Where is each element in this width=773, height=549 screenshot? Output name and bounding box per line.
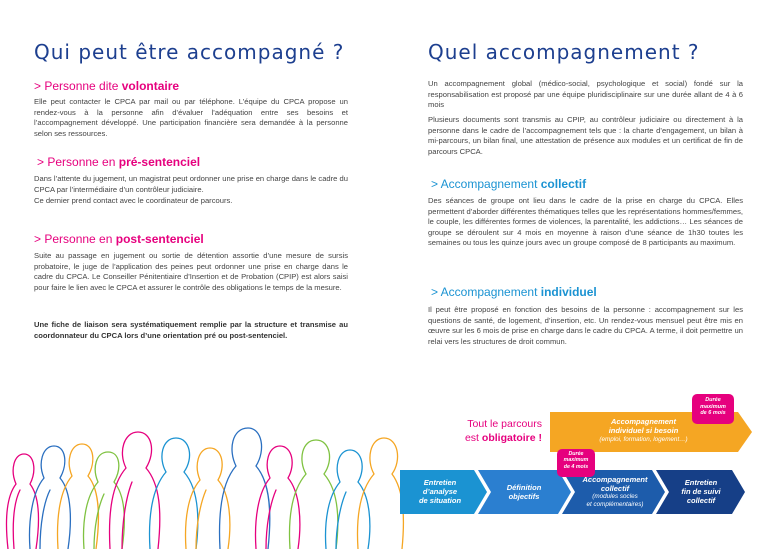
individual-sub: (emploi, formation, logement…) <box>599 436 688 443</box>
right-title: Quel accompagnement ? <box>428 40 700 64</box>
step-sub-line: et complémentaires) <box>586 500 644 508</box>
documents-paragraph: Plusieurs documents sont transmis au CPIP, au contrôleur judiciaire ou directement à la personne dans le cadre de l’accompagnement tels que : la charte d’engagement, un bilan à mi-parcours, un bilan final, une attestation de présence aux modules et un certificat de fin de parcours CPCA. <box>428 115 743 156</box>
step-line: objectifs <box>508 492 540 501</box>
step-accompagnement-collectif <box>574 476 656 508</box>
obligatory-pre: est <box>464 432 482 444</box>
paragraph-collectif: Des séances de groupe ont lieu dans le cadre de la prise en charge du CPCA. Elles permettent d’aborder différentes thématiques telles que les représentations hommes/femmes, le couple, les différentes formes de violences, la parentalité, les addictions… Les séances de groupe se déroulent sur 4 mois en moyenne à raison d’une séance de 1h30 toutes les semaines ou tous les quinze jours avec un groupe composé de 8 participants au maximum. <box>428 196 743 248</box>
step-line: Accompagnement <box>582 475 648 484</box>
badge-line: maximum <box>700 403 726 410</box>
heading-prefix: > Accompagnement <box>431 177 541 191</box>
heading-emph: collectif <box>540 177 587 191</box>
badge-top <box>692 397 734 417</box>
step-line: fin de suivi <box>681 487 721 496</box>
intro-paragraph: Un accompagnement global (médico-social, psychologique et social) fondé sur la responsabilisation est proposé par une équipe pluridisciplinaire sur une durée allant de 4 à 6 mois <box>428 79 743 110</box>
step-sub-line: (modules socles <box>592 493 638 500</box>
badge-line: maximum <box>563 457 589 464</box>
step-line: Définition <box>506 483 542 492</box>
heading-prefix: > Accompagnement <box>431 285 541 299</box>
step-entretien-analyse <box>404 478 476 505</box>
heading-emph: individuel <box>540 285 597 299</box>
paragraph-volontaire: Elle peut contacter le CPCA par mail ou par téléphone. L’équipe du CPCA propose un rendez-vous à la personne afin d’évaluer l’adéquation entre ses besoins et l’accompagnement développé. Une participation financière sera demandée à la personne selon ses ressources. <box>34 97 348 138</box>
paragraph-pre-sentenciel-2: Ce dernier prend contact avec le coordinateur de parcours. <box>34 196 233 205</box>
badge-line: Durée <box>568 451 584 457</box>
step-line: collectif <box>686 496 716 505</box>
step-definition-objectifs <box>488 483 560 501</box>
step-line: Entretien <box>423 478 457 487</box>
paragraph-pre-sentenciel: Dans l’attente du jugement, un magistrat peut ordonner une prise en charge dans le cadre du CPCA par l’intermédiaire d’un contrôleur judiciaire. <box>34 174 348 194</box>
step-entretien-fin <box>666 478 736 505</box>
heading-emph: pré-sentenciel <box>118 155 201 169</box>
individual-title-line: individuel si besoin <box>608 425 679 435</box>
badge-line: de 4 mois <box>563 463 589 470</box>
paragraph-post-sentenciel: Suite au passage en jugement ou sortie de détention assortie d’une mesure de sursis probatoire, le juge de l’application des peines peut ordonner une prise en charge dans le cadre du CPCA. Le Conseiller Pénitentiaire d’Insertion et de Probation (CPIP) est alors saisi pour faire le lien avec le CPCA et assurer le contrôle des obligations le temps de la mesure. <box>34 251 348 292</box>
step-line: Entretien <box>684 478 718 487</box>
left-title: Qui peut être accompagné ? <box>34 40 345 64</box>
paragraph-individuel: Il peut être proposé en fonction des besoins de la personne : accompagnement sur les questions de santé, de logement, d’insertion, etc. Un rendez-vous mensuel peut être mis en œuvre sur les 6 mois de prise en charge dans le cadre du CPCA. A terme, il doit permettre un relai vers les structures de droit commun. <box>428 305 743 346</box>
heading-emph: volontaire <box>121 79 180 93</box>
heading-prefix: > Personne dite <box>34 79 122 93</box>
badge-mid <box>557 451 595 470</box>
badge-line: de 6 mois <box>700 410 726 416</box>
badge-line: Durée <box>705 397 721 403</box>
step-line: collectif <box>600 483 630 493</box>
step-line: d’analyse <box>422 487 458 496</box>
heading-emph: post-sentenciel <box>115 232 204 246</box>
heading-prefix: > Personne en <box>37 155 119 169</box>
step-line: de situation <box>418 496 462 505</box>
individual-arrow-text <box>551 418 736 445</box>
heading-prefix: > Personne en <box>34 232 116 246</box>
obligatory-emph: obligatoire ! <box>481 432 542 444</box>
individual-title-line: Accompagnement <box>610 417 676 426</box>
obligatory-line1: Tout le parcours <box>467 418 542 430</box>
liaison-note: Une fiche de liaison sera systématiquement remplie par la structure et transmise au coordonnateur du CPCA lors d’une orientation pré ou post-sentenciel. <box>34 320 348 340</box>
